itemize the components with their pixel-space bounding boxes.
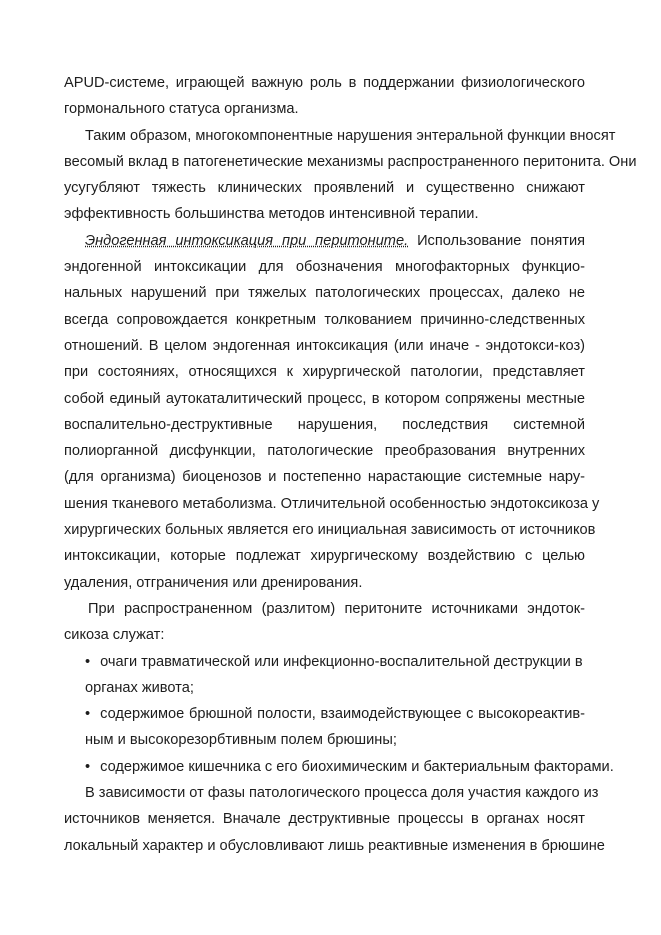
text-line: сикоза служат: [64,627,165,644]
text-line: эффективность большинства методов интенсивной терапии. [64,206,479,223]
text-line: интоксикации, которые подлежат хирургическому воздействию с целью [64,548,585,565]
text-line: всегда сопровождается конкретным толкованием причинно-следственных [64,311,585,328]
text-line: полиорганной дисфункции, патологические преобразования внутренних [64,443,585,460]
bullet-item [64,701,585,727]
document-page [64,70,637,859]
text-line: воспалительно-деструктивные нарушения, последствия системной [64,416,585,433]
text-line: (для организма) биоценозов и постепенно нарастающие системные нару- [64,469,585,486]
text-line: при состояниях, относящихся к хирургической патологии, представляет [64,364,585,381]
text-line: эндогенной интоксикации для обозначения многофакторных функцио- [64,259,585,276]
bullet-continuation: ным и высокорезорбтивным полем брюшины; [85,732,397,749]
bullet-text: очаги травматической или инфекционно-воспалительной деструкции в [100,653,583,670]
section-heading: Эндогенная интоксикация при перитоните. [85,232,409,249]
bullet-text: содержимое кишечника с его биохимическим и бактериальным факторами. [100,758,614,775]
text-line: удаления, отграничения или дренирования. [64,574,363,591]
text-line: локальный характер и обусловливают лишь реактивные изменения в брюшине [64,837,605,854]
bullet-icon: • [85,758,91,775]
bullet-icon: • [85,653,91,670]
text-fragment: Использование понятия [408,232,585,249]
bullet-continuation: органах живота; [85,679,194,696]
paragraph-start: Таким образом, многокомпонентные нарушения энтеральной функции вносят [85,127,616,144]
bullet-icon: • [85,706,91,723]
paragraph-start: При распространенном (разлитом) перитоните источниками эндоток- [88,600,585,617]
bullet-item [64,754,614,780]
text-line: шения тканевого метаболизма. Отличительной особенностью эндотоксикоза у [64,495,600,512]
text-line: нальных нарушений при тяжелых патологических процессах, далеко не [64,285,585,302]
text-line: APUD-системе, играющей важную роль в поддержании физиологического [64,75,585,91]
text-line: весомый вклад в патогенетические механизмы распространенного перитонита. Они [64,153,637,170]
text-line: источников меняется. Вначале деструктивные процессы в органах носят [64,811,585,828]
text-line: отношений. В целом эндогенная интоксикация (или иначе - эндотокси-коз) [64,337,585,354]
text-line: хирургических больных является его инициальная зависимость от источников [64,522,596,539]
text-line: собой единый аутокаталитический процесс, в котором сопряжены местные [64,390,585,407]
text-line: гормонального статуса организма. [64,101,299,118]
paragraph-start [64,228,585,254]
text-line: усугубляют тяжесть клинических проявлений и существенно снижают [64,180,585,197]
paragraph-start: В зависимости от фазы патологического процесса доля участия каждого из [85,785,599,802]
bullet-item [64,649,585,675]
bullet-text: содержимое брюшной полости, взаимодействующее с высокореактив- [100,706,585,723]
